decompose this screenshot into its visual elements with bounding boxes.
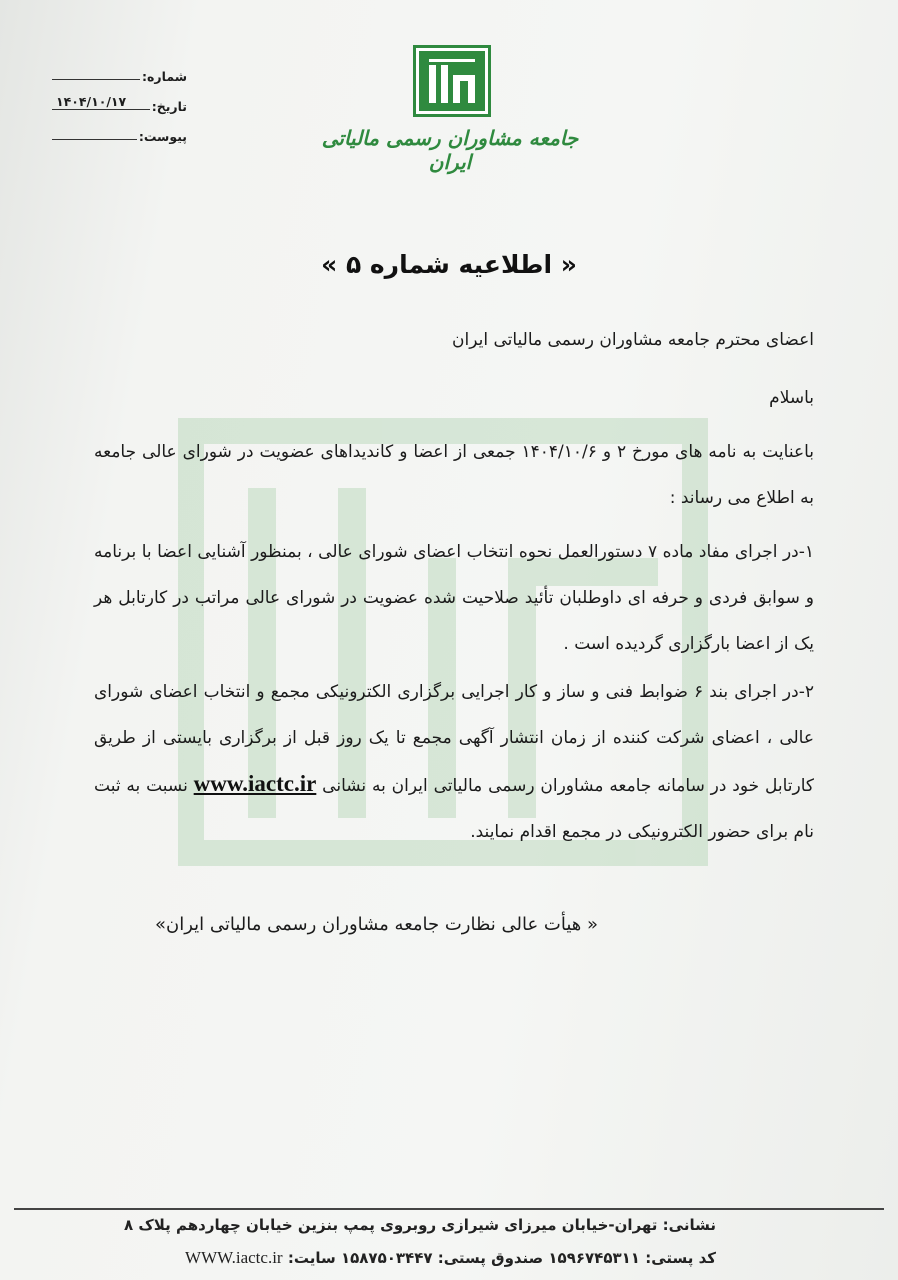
attachment-line (52, 125, 137, 140)
date-row (52, 84, 187, 114)
website-link[interactable]: www.iactc.ir (193, 771, 317, 796)
footer-postal: کد پستی: ۱۵۹۶۷۴۵۳۱۱ صندوق پستی: ۱۵۸۷۵۰۳۴۴۷ سایت: (287, 1249, 716, 1267)
attachment-row (52, 114, 187, 144)
notice-title: « اطلاعیه شماره ۵ » (321, 250, 577, 279)
greeting: باسلام (769, 388, 814, 408)
footer-address: نشانی: تهران-خیابان میرزای شیرازی روبروی پمپ بنزین خیابان چهاردهم پلاک ۸ (123, 1216, 716, 1234)
item-1-paragraph: ۱-در اجرای مفاد ماده ۷ دستورالعمل نحوه انتخاب اعضای شورای عالی ، بمنظور آشنایی اعضا با برنامه و سوابق فردی و حرفه ای داوطلبان تأئید صلاحیت شده عضویت در شورای عالی مراتب در کارتابل هر یک از اعضا بارگزاری گردیده است . (94, 542, 815, 654)
item-2-text: ۲-در اجرای بند ۶ ضوابط فنی و ساز و کار اجرایی برگزاری الکترونیکی مجمع و انتخاب اعضای شورای عالی ، اعضای شرکت کننده از زمان انتشار آگهی مجمع تا یک روز قبل از برگزاری بایستی از طریق کارتابل خود در سامانه جامعه مشاوران رسمی مالیاتی ایران به نشانی (94, 682, 815, 796)
date-value: ۱۴۰۴/۱۰/۱۷ (56, 94, 127, 109)
date-line (52, 95, 150, 110)
date-label: تاریخ: (151, 99, 187, 114)
signature: « هیأت عالی نظارت جامعه مشاوران رسمی مالیاتی ایران» (154, 914, 598, 935)
footer-site-link[interactable]: WWW.iactc.ir (185, 1248, 283, 1267)
intro-paragraph: باعنایت به نامه های مورخ ۲ و ۱۴۰۴/۱۰/۶ جمعی از اعضا و کاندیداهای عضویت در شورای عالی جامعه به اطلاع می رساند : (94, 442, 814, 508)
number-label: شماره: (142, 69, 187, 84)
number-row (52, 54, 187, 84)
item-2-text-end: نسبت به ثبت نام برای حضور الکترونیکی در مجمع اقدام نمایند. (94, 776, 814, 842)
org-logo-icon (416, 48, 488, 114)
salutation: اعضای محترم جامعه مشاوران رسمی مالیاتی ایران (452, 330, 814, 350)
org-name: جامعه مشاوران رسمی مالیاتی ایران (321, 126, 579, 174)
item-2-paragraph (94, 669, 814, 855)
footer-divider (14, 1208, 884, 1210)
attachment-label: پیوست: (138, 129, 187, 144)
letter-meta (52, 54, 187, 144)
footer-contact (185, 1248, 716, 1268)
number-line (52, 65, 140, 80)
